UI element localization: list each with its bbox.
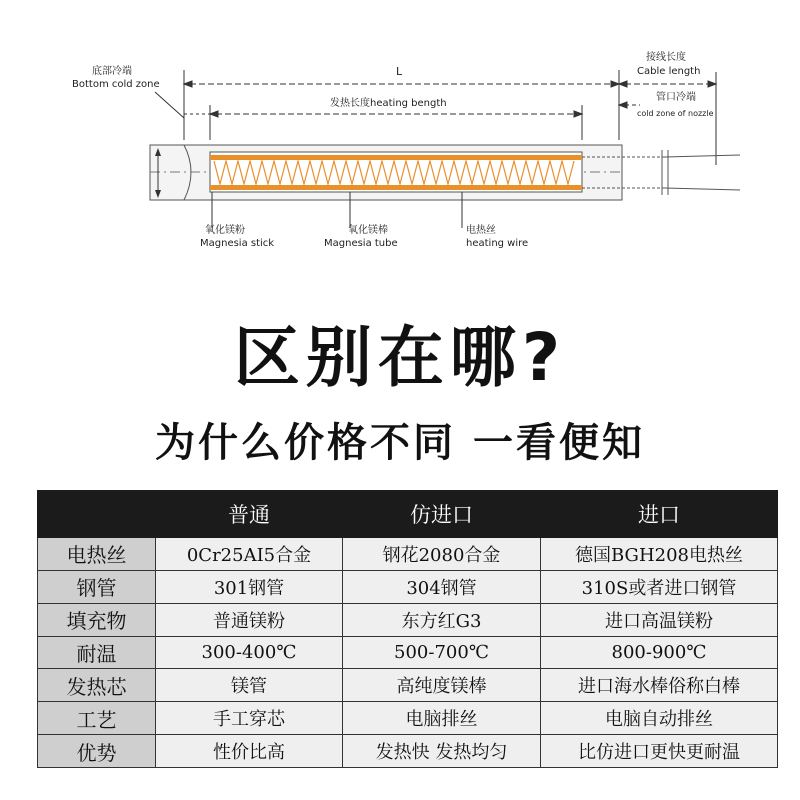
table-cell: 发热快 发热均匀: [343, 735, 541, 768]
header-cell-imported: 进口: [541, 491, 778, 538]
row-label: 电热丝: [38, 538, 156, 571]
table-cell: 304钢管: [343, 570, 541, 603]
table-cell: 德国BGH208电热丝: [541, 538, 778, 571]
row-label: 工艺: [38, 702, 156, 735]
table-row: [38, 702, 778, 735]
table-cell: 310S或者进口钢管: [541, 570, 778, 603]
table-cell: 性价比高: [156, 735, 343, 768]
magnesia-stick-label-cn: 氧化镁粉: [205, 225, 245, 236]
table-row: [38, 570, 778, 603]
table-cell: 普通镁粉: [156, 603, 343, 636]
cable-length-label-en: Cable length: [637, 66, 701, 77]
magnesia-stick-label-en: Magnesia stick: [200, 238, 275, 249]
row-label: 发热芯: [38, 669, 156, 702]
row-label: 耐温: [38, 636, 156, 669]
table-cell: 301钢管: [156, 570, 343, 603]
heating-length-label: 发热长度heating bength: [330, 98, 447, 109]
table-row: [38, 636, 778, 669]
heating-wire-label-cn: 电热丝: [466, 225, 496, 236]
row-label: 钢管: [38, 570, 156, 603]
magnesia-tube-label-cn: 氧化镁棒: [348, 225, 388, 236]
nozzle-cold-zone-label-cn: 管口冷端: [656, 92, 696, 103]
table-row: [38, 669, 778, 702]
magnesia-tube-label-en: Magnesia tube: [324, 238, 398, 249]
table-cell: 东方红G3: [343, 603, 541, 636]
table-cell: 进口高温镁粉: [541, 603, 778, 636]
table-cell: 比仿进口更快更耐温: [541, 735, 778, 768]
heating-length-dimension: [184, 105, 582, 140]
table-cell: 电脑自动排丝: [541, 702, 778, 735]
table-cell: 电脑排丝: [343, 702, 541, 735]
table-cell: 800-900℃: [541, 636, 778, 669]
table-row: [38, 603, 778, 636]
page-title: 区别在哪?: [233, 319, 567, 396]
table-header-row: [38, 491, 778, 538]
table-cell: 高纯度镁棒: [343, 669, 541, 702]
table-cell: 镁管: [156, 669, 343, 702]
nozzle-cold-zone-label-en: cold zone of nozzle: [637, 109, 714, 118]
table-row: [38, 735, 778, 768]
length-label: L: [396, 65, 403, 78]
page-subtitle: 为什么价格不同 一看便知: [155, 420, 645, 466]
bottom-cold-zone-label-en: Bottom cold zone: [72, 79, 160, 90]
comparison-table: [37, 490, 778, 768]
table-cell: 钢花2080合金: [343, 538, 541, 571]
table-cell: 500-700℃: [343, 636, 541, 669]
table-cell: 300-400℃: [156, 636, 343, 669]
heater-diagram: [0, 0, 800, 300]
bottom-cold-zone-label-cn: 底部冷端: [92, 66, 132, 77]
heating-wire-label-en: heating wire: [466, 238, 529, 249]
header-cell-corner: [38, 491, 156, 538]
heater-drawing: [0, 0, 800, 300]
table-cell: 进口海水棒俗称白棒: [541, 669, 778, 702]
bottom-cold-zone-leader: [155, 92, 184, 118]
row-label: 填充物: [38, 603, 156, 636]
cable-length-label-cn: 接线长度: [646, 52, 686, 63]
table-cell: 手工穿芯: [156, 702, 343, 735]
row-label: 优势: [38, 735, 156, 768]
header-cell-imitation-import: 仿进口: [343, 491, 541, 538]
heating-coil: [210, 152, 582, 192]
header-cell-standard: 普通: [156, 491, 343, 538]
table-row: [38, 538, 778, 571]
table-cell: 0Cr25AI5合金: [156, 538, 343, 571]
